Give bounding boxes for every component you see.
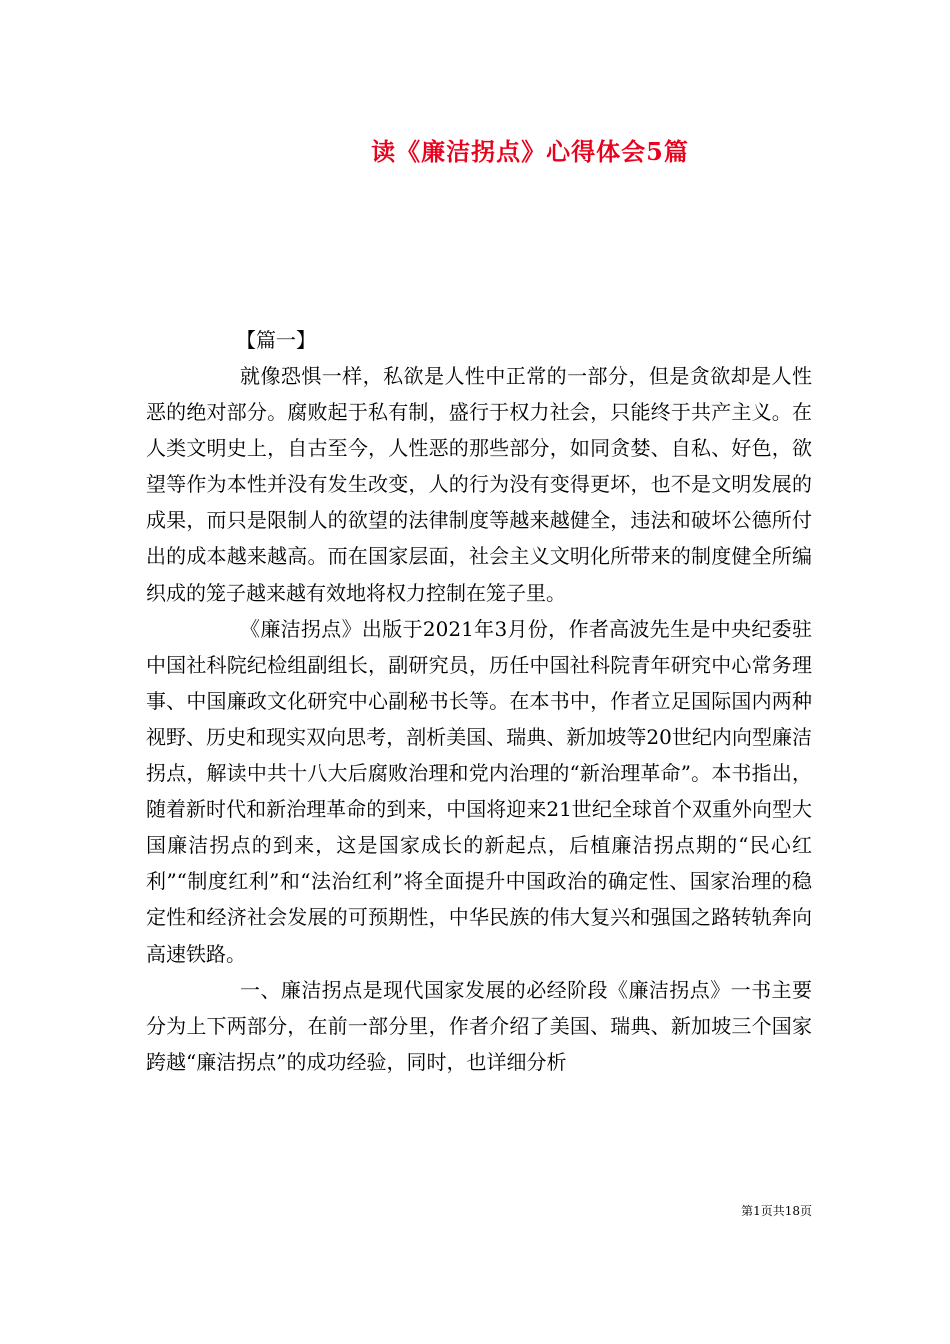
- page-number-footer: 第1页共18页: [741, 1204, 812, 1218]
- paragraph-1: 就像恐惧一样，私欲是人性中正常的一部分，但是贪欲却是人性恶的绝对部分。腐败起于私有制，盛行于权力社会，只能终于共产主义。在人类文明史上，自古至今，人性恶的那些部分，如同贪婪、自私、好色，欲望等作为本性并没有发生改变，人的行为没有变得更坏，也不是文明发展的成果，而只是限制人的欲望的法律制度等越来越健全，违法和破坏公德所付出的成本越来越高。而在国家层面，社会主义文明化所带来的制度健全所编织成的笼子越来越有效地将权力控制在笼子里。: [146, 364, 812, 605]
- document-title: 读《廉洁拐点》心得体会5篇: [371, 137, 689, 166]
- section-label: 【篇一】: [236, 328, 316, 352]
- paragraph-2: 《廉洁拐点》出版于2021年3月份，作者高波先生是中央纪委驻中国社科院纪检组副组长，副研究员，历任中国社科院青年研究中心常务理事、中国廉政文化研究中心副秘书长等。在本书中，作者立足国际国内两种视野、历史和现实双向思考，剖析美国、瑞典、新加坡等20世纪内向型廉洁拐点，解读中共十八大后腐败治理和党内治理的“新治理革命”。本书指出，随着新时代和新治理革命的到来，中国将迎来21世纪全球首个双重外向型大国廉洁拐点的到来，这是国家成长的新起点，后植廉洁拐点期的“民心红利”“制度红利”和“法治红利”将全面提升中国政治的确定性、国家治理的稳定性和经济社会发展的可预期性，中华民族的伟大复兴和强国之路转轨奔向高速铁路。: [146, 616, 812, 966]
- paragraph-3: 一、廉洁拐点是现代国家发展的必经阶段《廉洁拐点》一书主要分为上下两部分，在前一部分里，作者介绍了美国、瑞典、新加坡三个国家跨越“廉洁拐点”的成功经验，同时，也详细分析: [146, 977, 812, 1074]
- document-body: [146, 358, 812, 1080]
